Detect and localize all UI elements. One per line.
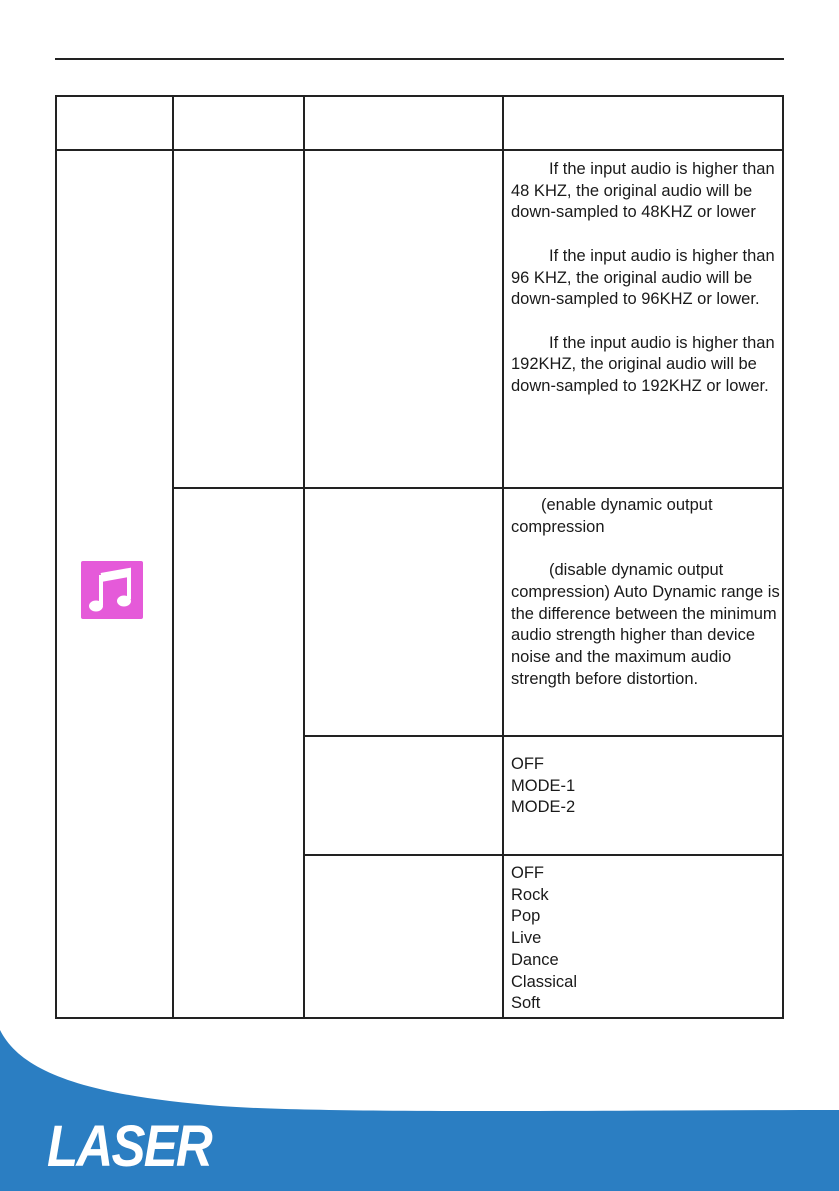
- row-divider: [303, 735, 784, 737]
- eq-preset-options: [511, 863, 781, 1015]
- list-item: OFF: [511, 864, 544, 882]
- sample-rate-96-text: If the input audio is higher than 96 KHZ, the original audio will be down-sampled to 96KHZ or lower.: [511, 246, 775, 309]
- list-item: Soft: [511, 994, 541, 1013]
- music-note-icon: [81, 561, 143, 619]
- laser-logo: [45, 1114, 213, 1179]
- sample-rate-48-text: If the input audio is higher than 48 KHZ, the original audio will be down-sampled to 48KHZ or lower: [511, 160, 775, 222]
- row-divider: [303, 854, 784, 856]
- column-divider: [303, 95, 305, 1019]
- list-item: Dance: [511, 950, 559, 969]
- list-item: MODE-2: [511, 798, 576, 817]
- table-border-left: [55, 95, 57, 1019]
- row-divider: [172, 487, 784, 489]
- list-item: Live: [511, 929, 542, 948]
- header-rule: [55, 58, 784, 60]
- mode-options: [511, 754, 781, 819]
- dynamic-range-description: [511, 495, 781, 690]
- svg-text:LASER: LASER: [47, 1114, 213, 1179]
- list-item: Classical: [511, 972, 578, 991]
- list-item: Pop: [511, 907, 541, 926]
- list-item: OFF: [511, 755, 544, 773]
- dynamic-off-text: (disable dynamic output compression) Auto Dynamic range is the difference between the minimum audio strength higher than device noise and the maximum audio strength before distortion.: [511, 561, 780, 688]
- column-divider: [502, 95, 504, 1019]
- sample-rate-192-text: If the input audio is higher than 192KHZ, the original audio will be down-sampled to 192KHZ or lower.: [511, 333, 775, 395]
- header-row-divider: [55, 149, 784, 151]
- table-border-top: [55, 95, 784, 97]
- dynamic-on-text: (enable dynamic output compression: [511, 496, 713, 536]
- sample-rate-description: [511, 159, 781, 398]
- settings-table: [55, 95, 784, 1019]
- list-item: Rock: [511, 885, 549, 904]
- column-divider: [172, 95, 174, 1019]
- list-item: MODE-1: [511, 776, 576, 795]
- table-border-right: [782, 95, 784, 1019]
